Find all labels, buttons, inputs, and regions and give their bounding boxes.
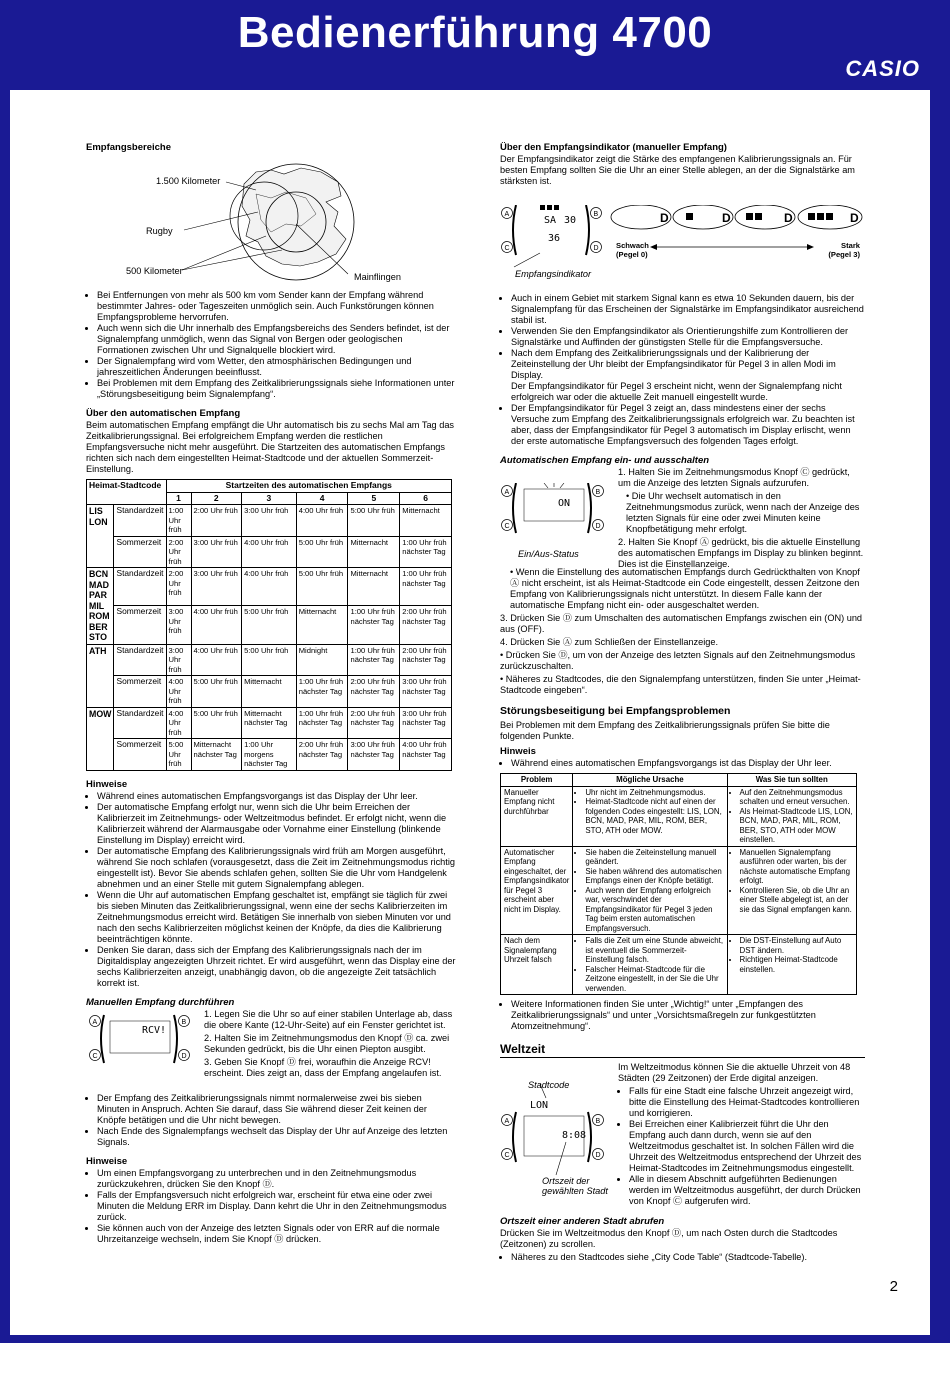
label-weak: Schwach (Pegel 0) bbox=[616, 241, 649, 259]
time-type-cell: Sommerzeit bbox=[114, 739, 166, 771]
svg-text:D: D bbox=[595, 1152, 601, 1159]
list-item: • Näheres zu den Stadtcodes siehe „City Code Table“ (Stadtcode-Tabelle). bbox=[511, 1252, 865, 1263]
city-cell: ATH bbox=[87, 644, 114, 707]
col-header: 4 bbox=[296, 492, 348, 505]
list-item: • Nach Ende des Signalempfangs wechselt das Display der Uhr auf Anzeige des letzten Signals. bbox=[97, 1126, 456, 1148]
table-cell: Mitternacht nächster Tag bbox=[242, 707, 297, 739]
list-item: • Wenn die Uhr auf automatischen Empfang geschaltet ist, empfängt sie täglich für zwei bis sieben Minuten das Zeitkalibrierungssignal, wenn eine der sechs Kalibrierzeiten im Zeitnehmungsmodus erreicht wird. Betätigen Sie innerhalb von sieben Minuten vor und nach den sechs Kalibrierzeiten möglichst keinen der Knöpfe, da dies die Kalibrierung beeinträchtigen könnte. bbox=[97, 890, 456, 945]
table-row bbox=[87, 739, 452, 771]
onoff-steps bbox=[618, 467, 865, 572]
list-item: • Die DST-Einstellung auf Auto DST ändern. bbox=[740, 936, 853, 955]
table-row bbox=[501, 935, 857, 995]
list-item: • Manuellen Signalempfang ausführen oder warten, bis der nächste automatische Empfang erfolgt. bbox=[740, 848, 853, 886]
watch-lcd-on bbox=[500, 483, 610, 545]
time-type-cell: Standardzeit bbox=[114, 505, 166, 537]
table-row bbox=[501, 786, 857, 846]
svg-text:D: D bbox=[850, 211, 859, 225]
col-header: Was Sie tun sollten bbox=[727, 774, 856, 787]
brand-logo: CASIO bbox=[845, 56, 920, 81]
table-cell: 2:00 Uhr früh bbox=[166, 536, 191, 568]
problem-cell: Nach dem Signalempfang Uhrzeit falsch bbox=[501, 935, 573, 995]
svg-text:C: C bbox=[504, 245, 510, 252]
manual-section bbox=[86, 1009, 456, 1093]
table-cell: 5:00 Uhr früh bbox=[191, 707, 242, 739]
table-row bbox=[87, 568, 452, 606]
table-cell: 3:00 Uhr früh bbox=[191, 568, 242, 606]
table-cell: 2:00 Uhr früh nächster Tag bbox=[400, 644, 452, 676]
step-item: • Drücken Sie Ⓓ, um von der Anzeige des letzten Signals auf den Zeitnehmungsmodus zurückzuschalten. bbox=[500, 650, 856, 671]
city-cell: LIS LON bbox=[87, 505, 114, 568]
table-cell: 1:00 Uhr früh nächster Tag bbox=[400, 536, 452, 568]
problem-cell: Manueller Empfang nicht durchführbar bbox=[501, 786, 573, 846]
manual-title: Manuellen Empfang durchführen bbox=[86, 996, 235, 1008]
table-cell: 5:00 Uhr früh bbox=[191, 676, 242, 708]
more-info-list bbox=[500, 999, 865, 1032]
europe-map-figure bbox=[86, 154, 456, 284]
frame-left bbox=[0, 0, 10, 1343]
onoff-more bbox=[500, 567, 865, 696]
table-cell: 2:00 Uhr früh nächster Tag bbox=[348, 707, 400, 739]
list-item: • Bei Problemen mit dem Empfang des Zeitkalibrierungssignals siehe Informationen unter „Störungsbeseitigung beim Signalempfang“. bbox=[97, 378, 456, 400]
step-item: • Näheres zu Stadtcodes, die den Signalempfang unterstützen, finden Sie unter „Heimat-Stadtcode eingeben“. bbox=[500, 674, 861, 695]
other-city-list bbox=[500, 1252, 865, 1263]
table-cell: 2:00 Uhr früh nächster Tag bbox=[400, 606, 452, 644]
col-header: Mögliche Ursache bbox=[573, 774, 727, 787]
manual-steps bbox=[204, 1009, 456, 1081]
stadtcode-label: Stadtcode bbox=[528, 1080, 570, 1090]
indicator-caption: Empfangsindikator bbox=[515, 269, 592, 279]
step-item: 1. Halten Sie im Zeitnehmungsmodus Knopf Ⓒ gedrückt, um die Anzeige des letzten Signals aufzurufen. bbox=[618, 467, 850, 488]
table-cell: 4:00 Uhr früh bbox=[166, 707, 191, 739]
table-cell: 3:00 Uhr früh bbox=[166, 606, 191, 644]
list-item: • Nach dem Empfang des Zeitkalibrierungssignals und der Kalibrierung der Zeiteinstellung der Uhr bleibt der Empfangsindikator für Pegel 3 in allen Modi im Display. Der Empfangsindikator für Pegel 3 erscheint nicht, wenn der Signalempfang nicht erfolgreich war oder die aktuelle Zeit manuell eingestellt wurde. bbox=[511, 348, 865, 403]
table-cell: 3:00 Uhr früh nächster Tag bbox=[400, 707, 452, 739]
svg-text:B: B bbox=[181, 1018, 187, 1026]
list-item: • Falscher Heimat-Stadtcode für die Zeitzone eingestellt, in der Sie die Uhr verwenden. bbox=[585, 965, 723, 994]
table-row bbox=[501, 846, 857, 935]
table-cell: Mitternacht bbox=[296, 606, 348, 644]
onoff-caption: Ein/Aus-Status bbox=[518, 549, 579, 559]
col-header-city: Heimat-Stadtcode bbox=[87, 480, 167, 505]
table-cell: 4:00 Uhr früh bbox=[191, 644, 242, 676]
list-item: • Verwenden Sie den Empfangsindikator als Orientierungshilfe zum Kontrollieren der Signalstärke und Auffinden der günstigsten Stelle für die Empfangsversuche. bbox=[511, 326, 865, 348]
lcd-rcv-text: RCV! bbox=[142, 1024, 167, 1036]
table-cell: 1:00 Uhr früh nächster Tag bbox=[348, 606, 400, 644]
table-cell: 5:00 Uhr früh bbox=[296, 568, 348, 606]
label-mainflingen: Mainflingen bbox=[354, 272, 401, 282]
svg-text:B: B bbox=[595, 1118, 601, 1125]
list-item: • Denken Sie daran, dass sich der Empfang des Kalibrierungssignals nach der im Digitaldisplay angezeigten Uhrzeit richtet. Er wird ausgeführt, wenn das Display eine der sechs Kalibrierzeiten anzeigt, unabhängig davon, ob die angezeigte Zeit tatsächlich korrekt ist. bbox=[97, 945, 456, 989]
watch-lcd-world bbox=[500, 1080, 610, 1180]
label-1500km: 1.500 Kilometer bbox=[156, 176, 221, 186]
indicator-notes bbox=[500, 293, 865, 447]
label-500km: 500 Kilometer bbox=[126, 266, 183, 276]
other-city-title: Ortszeit einer anderen Stadt abrufen bbox=[500, 1216, 665, 1227]
indicator-text: Der Empfangsindikator zeigt die Stärke des empfangenen Kalibrierungssignals an. Für besten Empfang sollten Sie die Uhr an einer Stelle ablegen, an der die Signalstärke am stärksten ist. bbox=[500, 154, 855, 186]
list-item: • Der Signalempfang wird vom Wetter, den atmosphärischen Bedingungen und jahreszeitlichen Änderungen beeinflusst. bbox=[97, 356, 456, 378]
list-item: • Sie können auch von der Anzeige des letzten Signals oder von ERR auf die normale Uhrzeitanzeige wechseln, indem Sie Knopf Ⓓ drücken. bbox=[97, 1223, 456, 1245]
step-item: 2. Halten Sie Knopf Ⓐ gedrückt, bis die aktuelle Einstellung des automatischen Empfangs im Display zu blinken beginnt. Dies ist die Einstellanzeige. bbox=[618, 537, 864, 569]
indicator-title: Über den Empfangsindikator (manueller Empfang) bbox=[500, 142, 727, 153]
lcd-day: SA bbox=[544, 215, 557, 226]
list-item: • Auch in einem Gebiet mit starkem Signal kann es etwa 10 Sekunden dauern, bis der Signalempfang für das Erscheinen der Signalstärke im Empfangsindikator ausreichend stabil ist. bbox=[511, 293, 865, 326]
table-cell: Mitternacht bbox=[400, 505, 452, 537]
trouble-text: Bei Problemen mit dem Empfang des Zeitkalibrierungssignals prüfen Sie bitte die folgenden Punkte. bbox=[500, 720, 830, 741]
city-cell: BCN MAD PAR MIL ROM BER STO bbox=[87, 568, 114, 645]
time-type-cell: Sommerzeit bbox=[114, 606, 166, 644]
table-row bbox=[87, 707, 452, 739]
lcd-on-text: ON bbox=[558, 498, 571, 509]
svg-text:D: D bbox=[595, 523, 601, 530]
range-title: Empfangsbereiche bbox=[86, 142, 171, 153]
list-item: • Sie haben während des automatischen Empfangs einen der Knöpfe betätigt. bbox=[585, 867, 723, 886]
table-row bbox=[87, 644, 452, 676]
list-item: • Heimat-Stadtcode nicht auf einen der folgenden Codes eingestellt: LIS, LON, BCN, MAD, PAR, MIL, ROM, BER, STO, ATH oder MOW. bbox=[585, 797, 723, 835]
table-row bbox=[87, 676, 452, 708]
table-cell: 3:00 Uhr früh bbox=[242, 505, 297, 537]
svg-text:B: B bbox=[595, 489, 601, 496]
world-title: Weltzeit bbox=[500, 1044, 865, 1058]
problem-cell: Automatischer Empfang eingeschaltet, der Empfangsindikator für Pegel 3 erscheint aber nicht im Display. bbox=[501, 846, 573, 935]
list-item: • Der Empfangsindikator für Pegel 3 zeigt an, dass mindestens einer der sechs Versuche zum Empfang des Zeitkalibrierungssignals erfolgreich war. Zu beachten ist aber, dass der Empfangsindikator für Pegel 3 automatisch im Display erlischt, wenn der erste automatische Empfangsversuch des folgenden Tages erfolgt. bbox=[511, 403, 865, 447]
onoff-section bbox=[500, 467, 865, 567]
col-header: 5 bbox=[348, 492, 400, 505]
svg-text:D: D bbox=[660, 211, 669, 225]
range-notes bbox=[86, 290, 456, 400]
step-item: 3. Drücken Sie Ⓓ zum Umschalten des automatischen Empfangs zwischen ein (ON) und aus (OFF). bbox=[500, 613, 863, 634]
action-cell bbox=[727, 935, 856, 995]
right-column bbox=[500, 142, 865, 1263]
table-cell: 3:00 Uhr früh nächster Tag bbox=[400, 676, 452, 708]
table-cell: Mitternacht bbox=[242, 676, 297, 708]
list-item: • Richtigen Heimat-Stadtcode einstellen. bbox=[740, 955, 853, 974]
table-cell: 1:00 Uhr früh nächster Tag bbox=[296, 707, 348, 739]
auto-title: Über den automatischen Empfang bbox=[86, 408, 241, 419]
manual-notes bbox=[86, 1093, 456, 1148]
step-item: 4. Drücken Sie Ⓐ zum Schließen der Einstellanzeige. bbox=[500, 637, 719, 647]
table-cell: 4:00 Uhr früh nächster Tag bbox=[400, 739, 452, 771]
svg-text:D: D bbox=[593, 245, 599, 252]
list-item: • Als Heimat-Stadtcode LIS, LON, BCN, MAD, PAR, MIL, ROM, BER, STO, ATH oder MOW einstellen. bbox=[740, 807, 853, 845]
step-item: 1. Legen Sie die Uhr so auf einer stabilen Unterlage ab, dass die obere Kante (12-Uhr-Seite) auf ein Fenster gerichtet ist. bbox=[204, 1008, 453, 1030]
col-header: 1 bbox=[166, 492, 191, 505]
list-item: • Auf den Zeitnehmungsmodus schalten und erneut versuchen. bbox=[740, 788, 853, 807]
col-header: 2 bbox=[191, 492, 242, 505]
time-type-cell: Standardzeit bbox=[114, 568, 166, 606]
svg-text:A: A bbox=[504, 1118, 510, 1125]
hinweise-list bbox=[86, 791, 456, 989]
svg-text:D: D bbox=[722, 211, 731, 225]
label-rugby: Rugby bbox=[146, 226, 173, 236]
svg-text:C: C bbox=[92, 1052, 98, 1060]
svg-text:A: A bbox=[504, 489, 510, 496]
table-cell: 5:00 Uhr früh bbox=[242, 606, 297, 644]
time-type-cell: Standardzeit bbox=[114, 644, 166, 676]
list-item: • Der Empfang des Zeitkalibrierungssignals nimmt normalerweise zwei bis sieben Minuten in Anspruch. Achten Sie darauf, dass Sie während dieser Zeit keinen der Knöpfe betätigen und die Uhr nicht bewegen. bbox=[97, 1093, 456, 1126]
table-cell: 4:00 Uhr früh bbox=[191, 606, 242, 644]
list-item: • Bei Entfernungen von mehr als 500 km vom Sender kann der Empfang während bestimmter Jahres- oder Tageszeiten unmöglich sein. Auch Funkstörungen können Empfangsprobleme hervorrufen. bbox=[97, 290, 456, 323]
table-cell: 4:00 Uhr früh bbox=[296, 505, 348, 537]
list-item: • Der automatische Empfang des Kalibrierungssignals wird früh am Morgen ausgeführt, während Sie noch schlafen (vorausgesetzt, dass die Zeit im Zeitnehmungsmodus richtig eingestellt ist). Bevor Sie abends schlafen gehen, sollten Sie die Uhr vom Handgelenk abnehmen und an einer Stelle mit gutem Signalempfang ablegen. bbox=[97, 846, 456, 890]
table-cell: 2:00 Uhr früh nächster Tag bbox=[296, 739, 348, 771]
world-section bbox=[500, 1062, 865, 1214]
table-cell: 5:00 Uhr früh bbox=[296, 536, 348, 568]
svg-text:C: C bbox=[504, 523, 510, 530]
world-bullets bbox=[618, 1086, 865, 1207]
lcd-time: 30 bbox=[564, 215, 577, 226]
svg-text:A: A bbox=[504, 211, 510, 218]
table-cell: 1:00 Uhr morgens nächster Tag bbox=[242, 739, 297, 771]
left-column bbox=[86, 142, 456, 1245]
list-item: • Bei Erreichen einer Kalibrierzeit führt die Uhr den Empfang auch dann durch, wenn sie auf den Weltzeitmodus geschaltet ist. In solchen Fällen wird die Uhrzeit des Weltzeitmodus entsprechend der Uhrzeit des Heimat-Stadtcodes im Zeitnehmungsmodus eingestellt. bbox=[629, 1119, 865, 1174]
col-header: Problem bbox=[501, 774, 573, 787]
cause-cell bbox=[573, 935, 727, 995]
col-header: 3 bbox=[242, 492, 297, 505]
svg-text:C: C bbox=[504, 1152, 510, 1159]
table-cell: 1:00 Uhr früh nächster Tag bbox=[400, 568, 452, 606]
lcd-city-code: LON bbox=[530, 1100, 549, 1111]
auto-schedule-table bbox=[86, 479, 452, 771]
reception-map bbox=[86, 154, 456, 284]
list-item: • Um einen Empfangsvorgang zu unterbrechen und in den Zeitnehmungsmodus zurückzukehren, drücken Sie den Knopf Ⓓ. bbox=[97, 1168, 456, 1190]
svg-text:B: B bbox=[593, 211, 599, 218]
table-cell: Mitternacht bbox=[348, 536, 400, 568]
table-cell: Midnight bbox=[296, 644, 348, 676]
list-item: • Sie haben die Zeiteinstellung manuell geändert. bbox=[585, 848, 723, 867]
list-item: • Uhr nicht im Zeitnehmungsmodus. bbox=[585, 788, 723, 798]
time-type-cell: Standardzeit bbox=[114, 707, 166, 739]
svg-text:D: D bbox=[181, 1052, 187, 1060]
table-row bbox=[87, 536, 452, 568]
hinweise2-title: Hinweise bbox=[86, 1155, 128, 1167]
city-cell: MOW bbox=[87, 707, 114, 770]
trouble-title: Störungsbeseitigung bei Empfangsproblemen bbox=[500, 705, 731, 717]
table-cell: 2:00 Uhr früh bbox=[191, 505, 242, 537]
cause-cell bbox=[573, 786, 727, 846]
step-item: • Wenn die Einstellung des automatischen Empfangs durch Gedrückthalten von Knopf Ⓐ nicht erscheint, ist als Heimat-Stadtcode ein Code eingestellt, dessen Zeitzone den Empfang von Kalibrierungssignals nicht unterstützt. In diesem Falle kann der automatische Empfang nicht ein- oder ausgeschaltet werden. bbox=[510, 567, 860, 610]
page-number: 2 bbox=[889, 1278, 898, 1295]
label-strong: Stark (Pegel 3) bbox=[828, 241, 860, 259]
table-cell: 3:00 Uhr früh bbox=[166, 644, 191, 676]
lcd-seconds: 36 bbox=[548, 233, 561, 244]
page-title: Bedienerführung 4700 bbox=[237, 8, 713, 57]
trouble-hinweis-title: Hinweis bbox=[500, 746, 536, 757]
step-item: 3. Geben Sie Knopf Ⓓ frei, woraufhin die Anzeige RCV! erscheint. Dies zeigt an, dass der Empfang angelaufen ist. bbox=[204, 1056, 442, 1078]
step-item: • Die Uhr wechselt automatisch in den Zeitnehmungsmodus zurück, wenn nach der Anzeige des letzten Signals für eine oder zwei Minuten keine Knopfbetätigung mehr erfolgt. bbox=[626, 491, 860, 534]
list-item: • Weitere Informationen finden Sie unter „Wichtig!“ unter „Empfangen des Zeitkalibrierungssignals“ und unter „Vorsichtsmaßregeln zur funkgestützten Atomzeitnehmung“. bbox=[511, 999, 865, 1032]
table-cell: 1:00 Uhr früh bbox=[166, 505, 191, 537]
table-cell: 1:00 Uhr früh nächster Tag bbox=[348, 644, 400, 676]
lcd-world-time: 8:08 bbox=[562, 1130, 587, 1141]
table-cell: 4:00 Uhr früh bbox=[242, 536, 297, 568]
action-cell bbox=[727, 846, 856, 935]
action-cell bbox=[727, 786, 856, 846]
svg-text:D: D bbox=[784, 211, 793, 225]
table-row bbox=[87, 606, 452, 644]
table-cell: 4:00 Uhr früh bbox=[242, 568, 297, 606]
table-cell: 2:00 Uhr früh nächster Tag bbox=[348, 676, 400, 708]
frame-right bbox=[930, 0, 950, 1343]
col-header: 6 bbox=[400, 492, 452, 505]
list-item: • Auch wenn der Empfang erfolgreich war, verschwindet der Empfangsindikator für Pegel 3 jeden Tag beim ersten automatischen Empfangsversuch. bbox=[585, 886, 723, 934]
other-city-text: Drücken Sie im Weltzeitmodus den Knopf Ⓓ, um nach Osten durch die Stadtcodes (Zeitzonen) zu scrollen. bbox=[500, 1228, 838, 1249]
time-type-cell: Sommerzeit bbox=[114, 536, 166, 568]
trouble-hinweis-list bbox=[500, 758, 865, 769]
list-item: • Alle in diesem Abschnitt aufgeführten Bedienungen werden im Weltzeitmodus ausgeführt, der durch Drücken von Knopf Ⓒ aufgerufen wird. bbox=[629, 1174, 865, 1207]
frame-bottom bbox=[0, 1335, 950, 1343]
svg-text:A: A bbox=[92, 1018, 98, 1026]
list-item: • Falls für eine Stadt eine falsche Uhrzeit angezeigt wird, bitte die Einstellung des Heimat-Stadtcodes kontrollieren und korrigieren. bbox=[629, 1086, 865, 1119]
table-cell: Mitternacht bbox=[348, 568, 400, 606]
step-item: 2. Halten Sie im Zeitnehmungsmodus den Knopf Ⓓ ca. zwei Sekunden gedrückt, bis die Uhr einen Piepton ausgibt. bbox=[204, 1032, 450, 1054]
list-item: • Der automatische Empfang erfolgt nur, wenn sich die Uhr beim Erreichen der Kalibrierzeit im Zeitnehmungs- oder Weltzeitmodus befindet. Er erfolgt nicht, wenn die Kalibrierzeit während der Alarmausgabe oder Vornahme einer Einstellung (blinkende Einstellung im Display) erreicht wird. bbox=[97, 802, 456, 846]
troubleshooting-table bbox=[500, 773, 857, 995]
ortszeit-label: Ortszeit der gewählten Stadt bbox=[542, 1176, 608, 1196]
table-cell: 3:00 Uhr früh bbox=[191, 536, 242, 568]
auto-text: Beim automatischen Empfang empfängt die Uhr automatisch bis zu sechs Mal am Tag das Zeitkalibrierungssignal. Bei erfolgreichem Empfang werden die restlichen Empfangsversuche nicht mehr ausgeführt. Die Startzeiten des automatischen Empfangs richten sich nach dem eingestellten Heimat-Stadtcode und der aktuellen Sommerzeit-Einstellung. bbox=[86, 420, 455, 474]
hinweise2-list bbox=[86, 1168, 456, 1245]
table-cell: 2:00 Uhr früh bbox=[166, 568, 191, 606]
hinweise-title: Hinweise bbox=[86, 778, 128, 790]
table-cell: 3:00 Uhr früh nächster Tag bbox=[348, 739, 400, 771]
table-row bbox=[87, 505, 452, 537]
time-type-cell: Sommerzeit bbox=[114, 676, 166, 708]
world-text bbox=[618, 1062, 865, 1207]
list-item: • Kontrollieren Sie, ob die Uhr an einer Stelle abgelegt ist, an der sie das Signal empfangen kann. bbox=[740, 886, 853, 915]
world-intro: Im Weltzeitmodus können Sie die aktuelle Uhrzeit von 48 Städten (29 Zeitzonen) der Erde digital anzeigen. bbox=[618, 1062, 851, 1083]
col-header-start: Startzeiten des automatischen Empfangs bbox=[166, 480, 451, 493]
table-cell: Mitternacht nächster Tag bbox=[191, 739, 242, 771]
table-cell: 5:00 Uhr früh bbox=[242, 644, 297, 676]
table-cell: 1:00 Uhr früh nächster Tag bbox=[296, 676, 348, 708]
watch-lcd-rcv bbox=[86, 1013, 196, 1073]
list-item: • Auch wenn sich die Uhr innerhalb des Empfangsbereichs des Senders befindet, ist der Signalempfang unmöglich, wenn das Signal von Bergen oder geologischen Formationen zwischen Uhr und Signalquelle blockiert wird. bbox=[97, 323, 456, 356]
list-item: • Falls die Zeit um eine Stunde abweicht, ist eventuell die Sommerzeit-Einstellung falsch. bbox=[585, 936, 723, 965]
indicator-figure bbox=[500, 189, 865, 289]
list-item: • Während eines automatischen Empfangsvorgangs ist das Display der Uhr leer. bbox=[97, 791, 456, 802]
list-item: • Falls der Empfangsversuch nicht erfolgreich war, erscheint für etwa eine oder zwei Minuten die Meldung ERR im Display. Dann kehrt die Uhr in den Zeitnehmungsmodus zurück. bbox=[97, 1190, 456, 1223]
list-item: • Während eines automatischen Empfangsvorgangs ist das Display der Uhr leer. bbox=[511, 758, 865, 769]
table-cell: 5:00 Uhr früh bbox=[166, 739, 191, 771]
cause-cell bbox=[573, 846, 727, 935]
onoff-title: Automatischen Empfang ein- und ausschalten bbox=[500, 455, 710, 466]
table-cell: 5:00 Uhr früh bbox=[348, 505, 400, 537]
table-cell: 4:00 Uhr früh bbox=[166, 676, 191, 708]
